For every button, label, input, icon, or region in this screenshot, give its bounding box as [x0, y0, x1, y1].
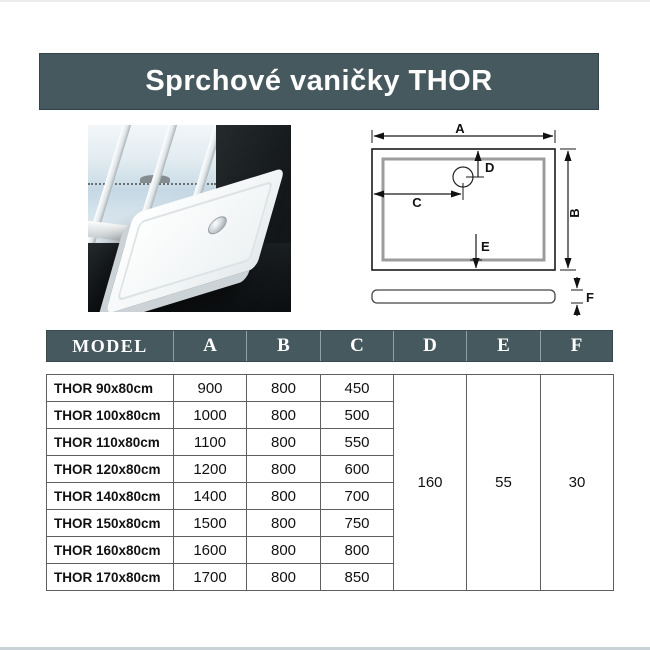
product-photo [88, 125, 291, 312]
value-a: 1000 [174, 402, 247, 429]
col-header-b: B [246, 331, 320, 361]
value-a: 900 [174, 375, 247, 402]
spec-table-header [46, 330, 613, 362]
value-c: 700 [321, 483, 394, 510]
table-row [47, 375, 614, 402]
model-cell: THOR 150x80cm [47, 510, 174, 537]
col-header-c: C [320, 331, 393, 361]
model-cell: THOR 110x80cm [47, 429, 174, 456]
value-c: 600 [321, 456, 394, 483]
value-a: 1200 [174, 456, 247, 483]
dim-label-c: C [412, 195, 422, 210]
col-header-model: MODEL [72, 335, 148, 356]
col-header-e: E [466, 331, 540, 361]
dim-label-d: D [485, 160, 495, 175]
dimension-diagram [355, 120, 610, 320]
value-c: 550 [321, 429, 394, 456]
value-b: 800 [247, 456, 321, 483]
page-title: Sprchové vaničky THOR [145, 65, 493, 97]
spec-table [46, 374, 614, 591]
value-a: 1400 [174, 483, 247, 510]
dim-label-a: A [455, 121, 465, 136]
model-cell: THOR 170x80cm [47, 564, 174, 591]
shared-value-f: 30 [541, 375, 614, 591]
col-header-f: F [540, 331, 612, 361]
dim-label-b: B [567, 208, 582, 218]
value-c: 450 [321, 375, 394, 402]
drain-cap [206, 214, 229, 237]
value-b: 800 [247, 402, 321, 429]
dim-label-e: E [481, 239, 490, 254]
top-edge-strip [0, 0, 650, 2]
value-b: 800 [247, 429, 321, 456]
value-b: 800 [247, 375, 321, 402]
col-header-a: A [173, 331, 246, 361]
model-cell: THOR 120x80cm [47, 456, 174, 483]
value-b: 800 [247, 510, 321, 537]
value-a: 1100 [174, 429, 247, 456]
value-a: 1700 [174, 564, 247, 591]
model-cell: THOR 100x80cm [47, 402, 174, 429]
value-a: 1500 [174, 510, 247, 537]
value-a: 1600 [174, 537, 247, 564]
col-header-d: D [393, 331, 466, 361]
shared-value-d: 160 [394, 375, 467, 591]
value-b: 800 [247, 537, 321, 564]
value-b: 800 [247, 483, 321, 510]
value-c: 850 [321, 564, 394, 591]
value-c: 750 [321, 510, 394, 537]
shared-value-e: 55 [467, 375, 541, 591]
model-cell: THOR 140x80cm [47, 483, 174, 510]
title-bar [39, 53, 599, 110]
value-c: 800 [321, 537, 394, 564]
model-cell: THOR 160x80cm [47, 537, 174, 564]
value-c: 500 [321, 402, 394, 429]
value-b: 800 [247, 564, 321, 591]
model-cell: THOR 90x80cm [47, 375, 174, 402]
tray-side-profile [372, 290, 555, 303]
dim-label-f: F [586, 290, 594, 305]
